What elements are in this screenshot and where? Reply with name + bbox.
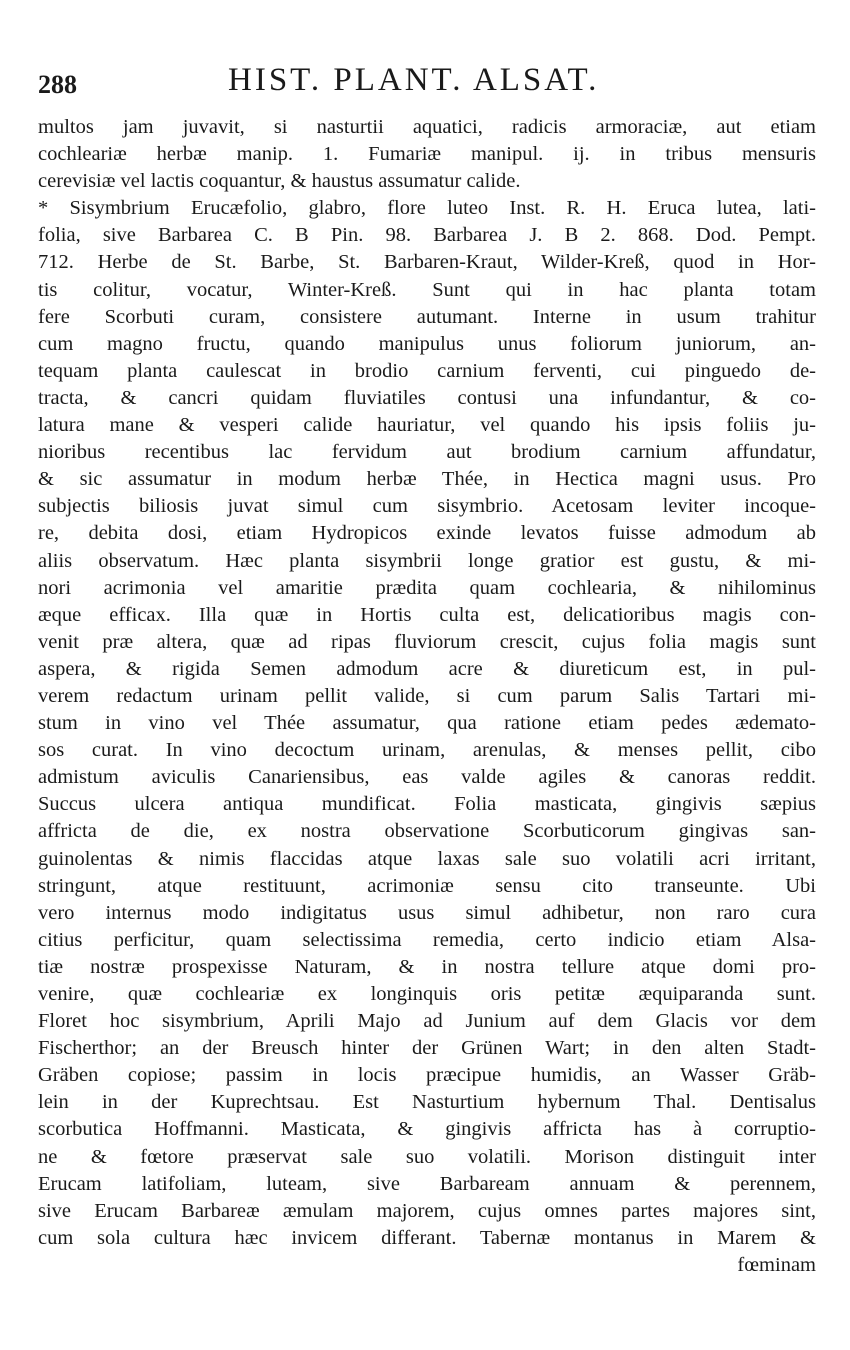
text-line: multos jam juvavit, si nasturtii aquatici, radicis armoraciæ, aut etiam [38, 116, 816, 138]
text-line: cerevisiæ vel lactis coquantur, & haustus assumatur calide. [38, 170, 521, 193]
text-line: Erucam latifoliam, luteam, sive Barbaream annuam & perennem, [38, 1172, 816, 1195]
text-line: affricta de die, ex nostra observatione Scorbuticorum gingivas san- [38, 820, 816, 843]
text-line: stringunt, atque restituunt, acrimoniæ sensu cito transeunte. Ubi [38, 874, 816, 897]
text-line: * Sisymbrium Erucæfolio, glabro, flore luteo Inst. R. H. Eruca lutea, lati- [38, 197, 816, 220]
text-line: verem redactum urinam pellit valide, si cum parum Salis Tartari mi- [38, 684, 816, 707]
text-line: & sic assumatur in modum herbæ Thée, in Hectica magni usus. Pro [38, 468, 816, 491]
text-line: latura mane & vesperi calide hauriatur, vel quando his ipsis foliis ju- [38, 414, 816, 437]
text-line: lein in der Kuprechtsau. Est Nasturtium hybernum Thal. Dentisalus [38, 1091, 816, 1114]
text-line: vero internus modo indigitatus usus simul adhibetur, non raro cura [38, 901, 816, 924]
text-line: æque efficax. Illa quæ in Hortis culta est, delicatioribus magis con- [38, 603, 816, 626]
text-line: fere Scorbuti curam, consistere autumant. Interne in usum trahitur [38, 305, 816, 328]
running-title: HIST. PLANT. ALSAT. [228, 62, 600, 98]
text-line: aspera, & rigida Semen admodum acre & diureticum est, in pul- [38, 657, 816, 680]
text-line: 712. Herbe de St. Barbe, St. Barbaren-Kraut, Wilder-Kreß, quod in Hor- [38, 251, 816, 274]
text-line: subjectis biliosis juvat simul cum sisymbrio. Acetosam leviter incoque- [38, 495, 816, 518]
text-line: re, debita dosi, etiam Hydropicos exinde levatos fuisse admodum ab [38, 522, 816, 545]
text-line: folia, sive Barbarea C. B Pin. 98. Barbarea J. B 2. 868. Dod. Pempt. [38, 224, 816, 247]
body-text [38, 114, 816, 1279]
text-line: cum magno fructu, quando manipulus unus foliorum juniorum, an- [38, 332, 816, 355]
text-line: Succus ulcera antiqua mundificat. Folia masticata, gingivis sæpius [38, 793, 816, 816]
text-line: Gräben copiose; passim in locis præcipue humidis, an Wasser Gräb- [38, 1064, 816, 1087]
text-line: Floret hoc sisymbrium, Aprili Majo ad Junium auf dem Glacis vor dem [38, 1010, 816, 1033]
text-line: cum sola cultura hæc invicem differant. Tabernæ montanus in Marem & [38, 1226, 816, 1249]
text-line: Fischerthor; an der Breusch hinter der Grünen Wart; in den alten Stadt- [38, 1037, 816, 1060]
text-line: citius perficitur, quam selectissima remedia, certo indicio etiam Alsa- [38, 928, 816, 951]
text-line: nori acrimonia vel amaritie prædita quam cochlearia, & nihilominus [38, 576, 816, 599]
text-line: tequam planta caulescat in brodio carnium ferventi, cui pinguedo de- [38, 359, 816, 382]
text-line: tiæ nostræ prospexisse Naturam, & in nostra tellure atque domi pro- [38, 955, 816, 978]
catchword: fœminam [737, 1253, 816, 1276]
page-header [38, 62, 818, 106]
text-line: aliis observatum. Hæc planta sisymbrii longe gratior est gustu, & mi- [38, 549, 816, 572]
text-line: tracta, & cancri quidam fluviatiles contusi una infundantur, & co- [38, 386, 816, 409]
text-line: nioribus recentibus lac fervidum aut brodium carnium affundatur, [38, 441, 816, 464]
text-line: sive Erucam Barbareæ æmulam majorem, cujus omnes partes majores sint, [38, 1199, 816, 1222]
page-number: 288 [38, 70, 77, 99]
text-line: scorbutica Hoffmanni. Masticata, & gingivis affricta has à corruptio- [38, 1118, 816, 1141]
text-line: cochleariæ herbæ manip. 1. Fumariæ manipul. ij. in tribus mensuris [38, 143, 816, 166]
text-line: sos curat. In vino decoctum urinam, arenulas, & menses pellit, cibo [38, 739, 816, 762]
text-line: guinolentas & nimis flaccidas atque laxas sale suo volatili acri irritant, [38, 847, 816, 870]
text-line: tis colitur, vocatur, Winter-Kreß. Sunt qui in hac planta totam [38, 278, 816, 301]
text-line: ne & fœtore præservat sale suo volatili. Morison distinguit inter [38, 1145, 816, 1168]
text-line: venire, quæ cochleariæ ex longinquis oris petitæ æquiparanda sunt. [38, 983, 816, 1005]
text-line: stum in vino vel Thée assumatur, qua ratione etiam pedes ædemato- [38, 712, 816, 735]
text-line: venit præ altera, quæ ad ripas fluviorum crescit, cujus folia magis sunt [38, 630, 816, 653]
text-line: admistum aviculis Canariensibus, eas valde agiles & canoras reddit. [38, 766, 816, 789]
